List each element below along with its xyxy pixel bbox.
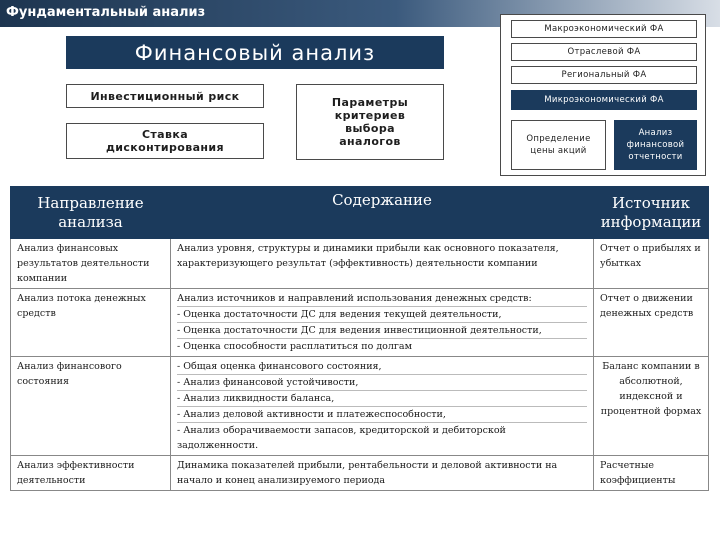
macro-item-1: Макроэкономический ФА [511,20,697,38]
main-title: Финансовый анализ [134,40,376,65]
row-content [171,289,594,357]
params-label: Параметры критериев выбора аналогов [331,96,409,148]
table-row [11,289,709,357]
macro-item-2: Отраслевой ФА [511,43,697,61]
content-line: - Оценка достаточности ДС для ведения текущей деятельности, [177,307,587,323]
row-source: Баланс компании в абсолютной, индексной и процентной формах [594,357,709,456]
row-direction: Анализ финансовых результатов деятельности компании [11,239,171,289]
row-direction: Анализ потока денежных средств [11,289,171,357]
header-direction: Направление анализа [11,187,171,239]
price-definition-box: Определение цены акций [511,120,606,170]
investment-risk-label: Инвестиционный риск [90,89,240,103]
table-header-row [11,187,709,239]
content-line: - Анализ финансовой устойчивости, [177,375,587,391]
row-direction: Анализ финансового состояния [11,357,171,456]
row-source: Отчет о движении денежных средств [594,289,709,357]
content-line: - Анализ оборачиваемости запасов, кредиторской и дебиторской задолженности. [177,425,506,451]
statements-analysis-box: Анализ финансовой отчетности [614,120,697,170]
content-line: - Оценка способности расплатиться по долгам [177,341,412,352]
investment-risk-box [66,84,264,108]
content-line: - Анализ деловой активности и платежеспособности, [177,407,587,423]
macro-item-3: Региональный ФА [511,66,697,84]
content-line: Анализ источников и направлений использования денежных средств: [177,291,587,307]
content-line: - Анализ ликвидности баланса, [177,391,587,407]
row-direction: Анализ эффективности деятельности [11,456,171,491]
analysis-table [10,186,709,491]
content-line: - Оценка достаточности ДС для ведения инвестиционной деятельности, [177,323,587,339]
main-title-box [66,36,444,69]
row-content [171,239,594,289]
table-row [11,456,709,491]
content-line: Динамика показателей прибыли, рентабельности и деловой активности на начало и конец анализируемого периода [177,460,558,486]
discount-rate-box [66,123,264,159]
header-content: Содержание [171,187,594,239]
row-content [171,357,594,456]
table-row [11,239,709,289]
header-title: Фундаментальный анализ [6,5,206,20]
macro-item-4: Микроэкономический ФА [511,90,697,110]
content-line: Анализ уровня, структуры и динамики прибыли как основного показателя, характеризующего результат (эффективность) деятельности компании [177,243,559,269]
header-source: Источник информации [594,187,709,239]
table-row [11,357,709,456]
content-line: - Общая оценка финансового состояния, [177,359,587,375]
params-box [296,84,444,160]
row-content [171,456,594,491]
discount-rate-label: Ставка дисконтирования [105,128,224,154]
row-source: Расчетные коэффициенты [594,456,709,491]
row-source: Отчет о прибылях и убытках [594,239,709,289]
